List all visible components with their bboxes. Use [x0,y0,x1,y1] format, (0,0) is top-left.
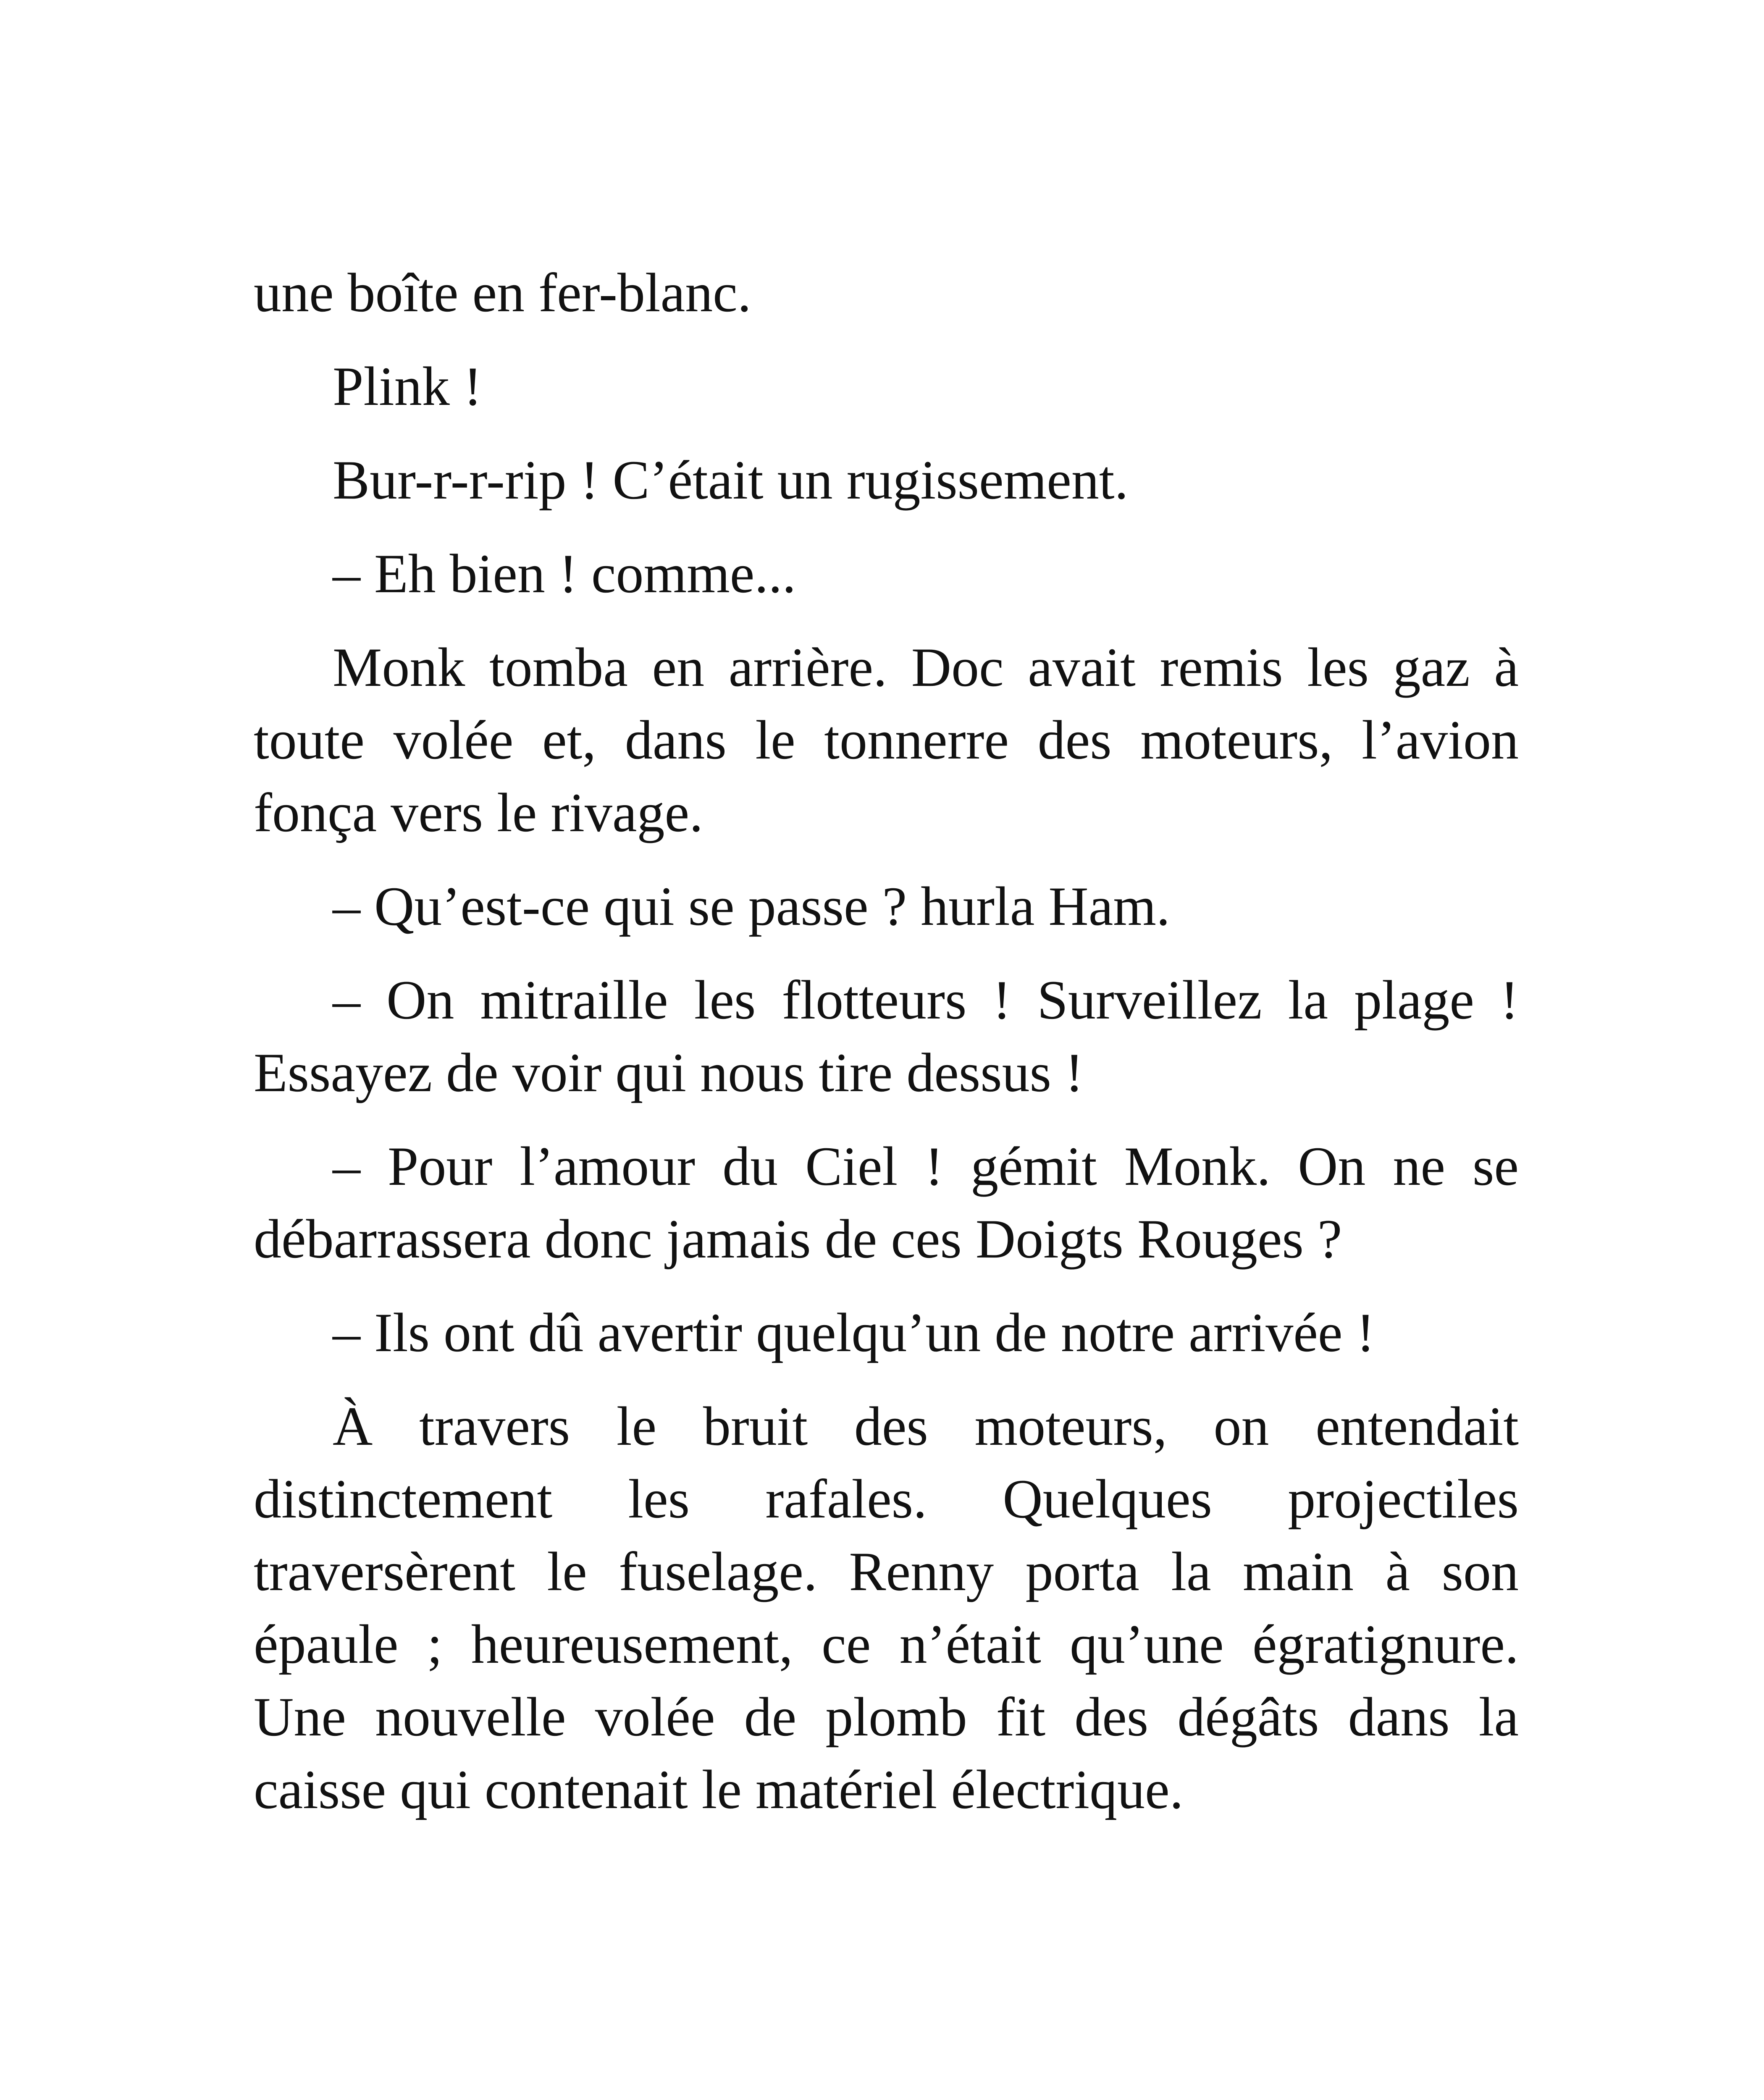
paragraph-a-travers: À travers le bruit des moteurs, on entendait distinctement les rafales. Quelques projectiles traversèrent le fuselage. Renny porta la main à son épaule ; heureusement, ce n’était qu’une égratignure. Une nouvelle volée de plomb fit des dégâts dans la caisse qui contenait le matériel électrique. [254,1395,1519,1820]
paragraph-eh-bien: – Eh bien ! comme... [333,543,796,604]
paragraph-amour-du-ciel: – Pour l’amour du Ciel ! gémit Monk. On ne se débarrassera donc jamais de ces Doigts Rouges ? [254,1135,1519,1270]
paragraph-rugissement: Bur-r-r-rip ! C’était un rugissement. [333,449,1129,511]
paragraph-mitraille: – On mitraille les flotteurs ! Surveillez la plage ! Essayez de voir qui nous tire dessus ! [254,969,1519,1103]
paragraph-avertir: – Ils ont dû avertir quelqu’un de notre arrivée ! [333,1302,1375,1363]
paragraph-continuation: une boîte en fer-blanc. [254,262,751,323]
paragraph-hurla-ham: – Qu’est-ce qui se passe ? hurla Ham. [333,875,1170,937]
body-text [254,256,1519,1847]
paragraph-monk-tomba: Monk tomba en arrière. Doc avait remis les gaz à toute volée et, dans le tonnerre des moteurs, l’avion fonça vers le rivage. [254,636,1519,843]
paragraph-plink: Plink ! [333,355,482,417]
